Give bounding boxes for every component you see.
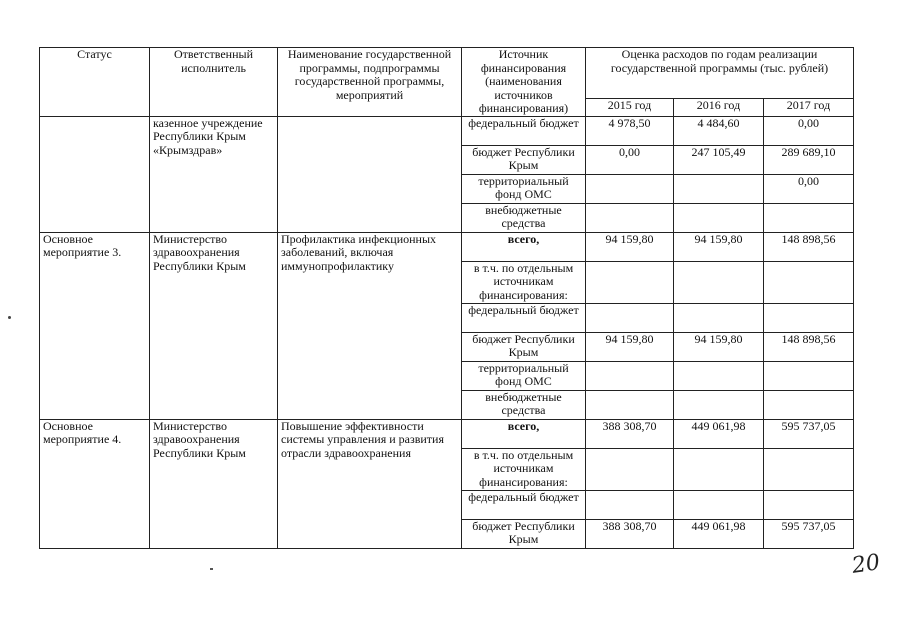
- status-cell: Основное мероприятие 4.: [40, 419, 150, 548]
- value-cell-2015: [586, 490, 674, 519]
- funding-source-cell: федеральный бюджет: [462, 490, 586, 519]
- value-cell-2016: 4 484,60: [674, 116, 764, 145]
- funding-source-cell: внебюджетные средства: [462, 203, 586, 232]
- value-cell-2015: 0,00: [586, 145, 674, 174]
- value-cell-2017: 289 689,10: [764, 145, 854, 174]
- value-cell-2015: [586, 448, 674, 490]
- executor-cell: Министерство здравоохранения Республики Крым: [150, 232, 278, 419]
- funding-source-cell: территориальный фонд ОМС: [462, 361, 586, 390]
- value-cell-2015: 388 308,70: [586, 419, 674, 448]
- value-cell-2016: [674, 490, 764, 519]
- value-cell-2016: 94 159,80: [674, 332, 764, 361]
- executor-cell: Министерство здравоохранения Республики Крым: [150, 419, 278, 548]
- value-cell-2017: [764, 490, 854, 519]
- table-body: [40, 116, 854, 548]
- funding-source-cell: бюджет Республики Крым: [462, 145, 586, 174]
- table-row: [40, 232, 854, 261]
- header-year-2016: 2016 год: [674, 98, 764, 116]
- value-cell-2016: [674, 390, 764, 419]
- value-cell-2015: 388 308,70: [586, 519, 674, 548]
- value-cell-2016: [674, 261, 764, 303]
- funding-source-cell: территориальный фонд ОМС: [462, 174, 586, 203]
- table-row: [40, 116, 854, 145]
- value-cell-2016: [674, 448, 764, 490]
- program-name-cell: [278, 116, 462, 232]
- value-cell-2017: [764, 361, 854, 390]
- value-cell-2016: 449 061,98: [674, 519, 764, 548]
- value-cell-2017: 148 898,56: [764, 232, 854, 261]
- header-executor: Ответственный исполнитель: [150, 48, 278, 117]
- value-cell-2017: [764, 303, 854, 332]
- funding-source-cell: в т.ч. по отдельным источникам финансирования:: [462, 448, 586, 490]
- program-name-cell: Профилактика инфекционных заболеваний, включая иммунопрофилактику: [278, 232, 462, 419]
- program-name-cell: Повышение эффективности системы управления и развития отрасли здравоохранения: [278, 419, 462, 548]
- value-cell-2017: [764, 261, 854, 303]
- header-expenses-estimate: Оценка расходов по годам реализации государственной программы (тыс. рублей): [586, 48, 854, 99]
- funding-source-cell: в т.ч. по отдельным источникам финансирования:: [462, 261, 586, 303]
- value-cell-2016: 247 105,49: [674, 145, 764, 174]
- funding-source-cell: внебюджетные средства: [462, 390, 586, 419]
- value-cell-2017: [764, 448, 854, 490]
- header-year-2015: 2015 год: [586, 98, 674, 116]
- value-cell-2015: 94 159,80: [586, 232, 674, 261]
- value-cell-2017: 595 737,05: [764, 419, 854, 448]
- header-funding-source: Источник финансирования (наименования источников финансирования): [462, 48, 586, 117]
- budget-table: [39, 47, 854, 549]
- funding-source-cell: бюджет Республики Крым: [462, 519, 586, 548]
- header-status: Статус: [40, 48, 150, 117]
- header-program-name: Наименование государственной программы, подпрограммы государственной программы, мероприятий: [278, 48, 462, 117]
- value-cell-2015: [586, 261, 674, 303]
- value-cell-2015: 94 159,80: [586, 332, 674, 361]
- funding-source-cell: всего,: [462, 232, 586, 261]
- value-cell-2017: 148 898,56: [764, 332, 854, 361]
- page-number: 20: [850, 550, 882, 579]
- executor-cell: казенное учреждение Республики Крым «Крымздрав»: [150, 116, 278, 232]
- status-cell: [40, 116, 150, 232]
- value-cell-2016: [674, 361, 764, 390]
- value-cell-2017: [764, 390, 854, 419]
- value-cell-2017: 0,00: [764, 174, 854, 203]
- value-cell-2015: [586, 390, 674, 419]
- value-cell-2017: [764, 203, 854, 232]
- header-year-2017: 2017 год: [764, 98, 854, 116]
- table-row: [40, 419, 854, 448]
- funding-source-cell: всего,: [462, 419, 586, 448]
- value-cell-2015: [586, 203, 674, 232]
- margin-dot: [8, 316, 11, 319]
- value-cell-2015: 4 978,50: [586, 116, 674, 145]
- value-cell-2017: 0,00: [764, 116, 854, 145]
- value-cell-2015: [586, 361, 674, 390]
- value-cell-2017: 595 737,05: [764, 519, 854, 548]
- scan-mark: [210, 568, 213, 570]
- funding-source-cell: федеральный бюджет: [462, 116, 586, 145]
- value-cell-2016: [674, 303, 764, 332]
- value-cell-2016: 449 061,98: [674, 419, 764, 448]
- funding-source-cell: бюджет Республики Крым: [462, 332, 586, 361]
- value-cell-2016: 94 159,80: [674, 232, 764, 261]
- value-cell-2016: [674, 174, 764, 203]
- value-cell-2015: [586, 174, 674, 203]
- value-cell-2015: [586, 303, 674, 332]
- funding-source-cell: федеральный бюджет: [462, 303, 586, 332]
- value-cell-2016: [674, 203, 764, 232]
- status-cell: Основное мероприятие 3.: [40, 232, 150, 419]
